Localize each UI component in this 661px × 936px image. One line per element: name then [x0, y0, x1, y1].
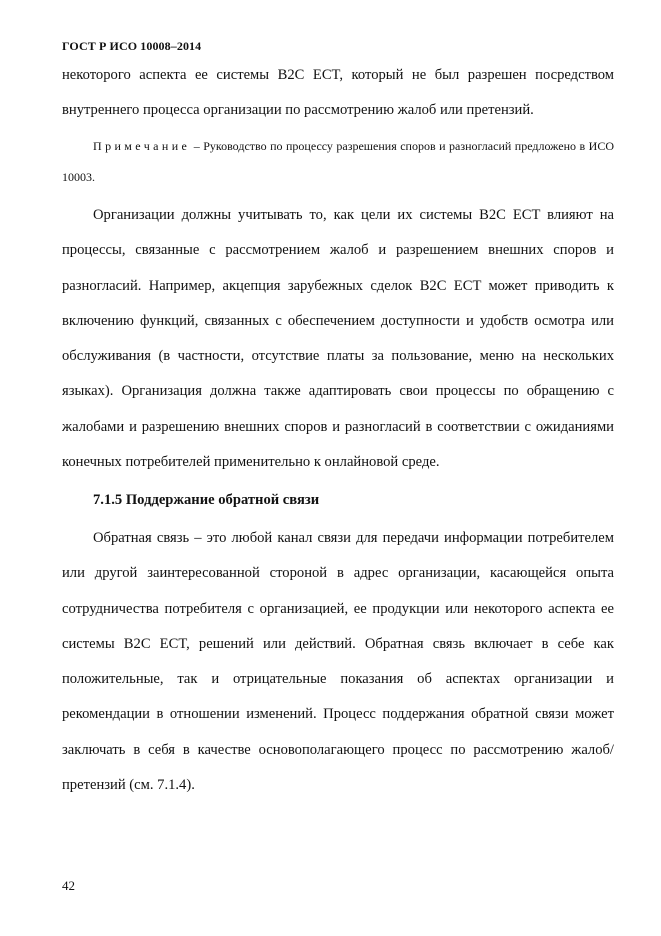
section-heading: 7.1.5 Поддержание обратной связи [93, 492, 320, 508]
note-label: Примечание [93, 139, 191, 153]
note-block [62, 131, 614, 193]
paragraph-continuation: некоторого аспекта ее системы B2C ECT, который не был разрешен посредством внутреннего процесса организации по рассмотрению жалоб или претензий. [62, 67, 614, 119]
standard-header: ГОСТ Р ИСО 10008–2014 [62, 39, 202, 53]
note-text: – Руководство по процессу разрешения споров и разногласий предложено в ИСО 10003. [62, 139, 614, 184]
page-number: 42 [62, 878, 75, 893]
paragraph-feedback: Обратная связь – это любой канал связи для передачи информации потребителем или другой заинтересованной стороной в адрес организации, касающейся опыта сотрудничества потребителя с организацией, ее продукции или некоторого аспекта ее системы B2C ECT, решений или действий. Обратная связь включает в себе как положительные, так и отрицательные показания об аспектах организации и рекомендации в отношении изменений. Процесс поддержания обратной связи может заключать в себя в качестве основополагающего процесс по рассмотрению жалоб/претензий (см. 7.1.4). [62, 530, 614, 794]
paragraph-organizations: Организации должны учитывать то, как цели их системы B2C ECT влияют на процессы, связанные с рассмотрением жалоб и разрешением внешних споров и разногласий. Например, акцепция зарубежных сделок B2C ECT может приводить к включению функций, связанных с обеспечением доступности и удобств осмотра или обслуживания (в частности, отсутствие платы за пользование, меню на нескольких языках). Организация должна также адаптировать свои процессы по обращению с жалобами и разрешению внешних споров и разногласий в соответствии с ожиданиями конечных потребителей применительно к онлайновой среде. [62, 207, 614, 471]
